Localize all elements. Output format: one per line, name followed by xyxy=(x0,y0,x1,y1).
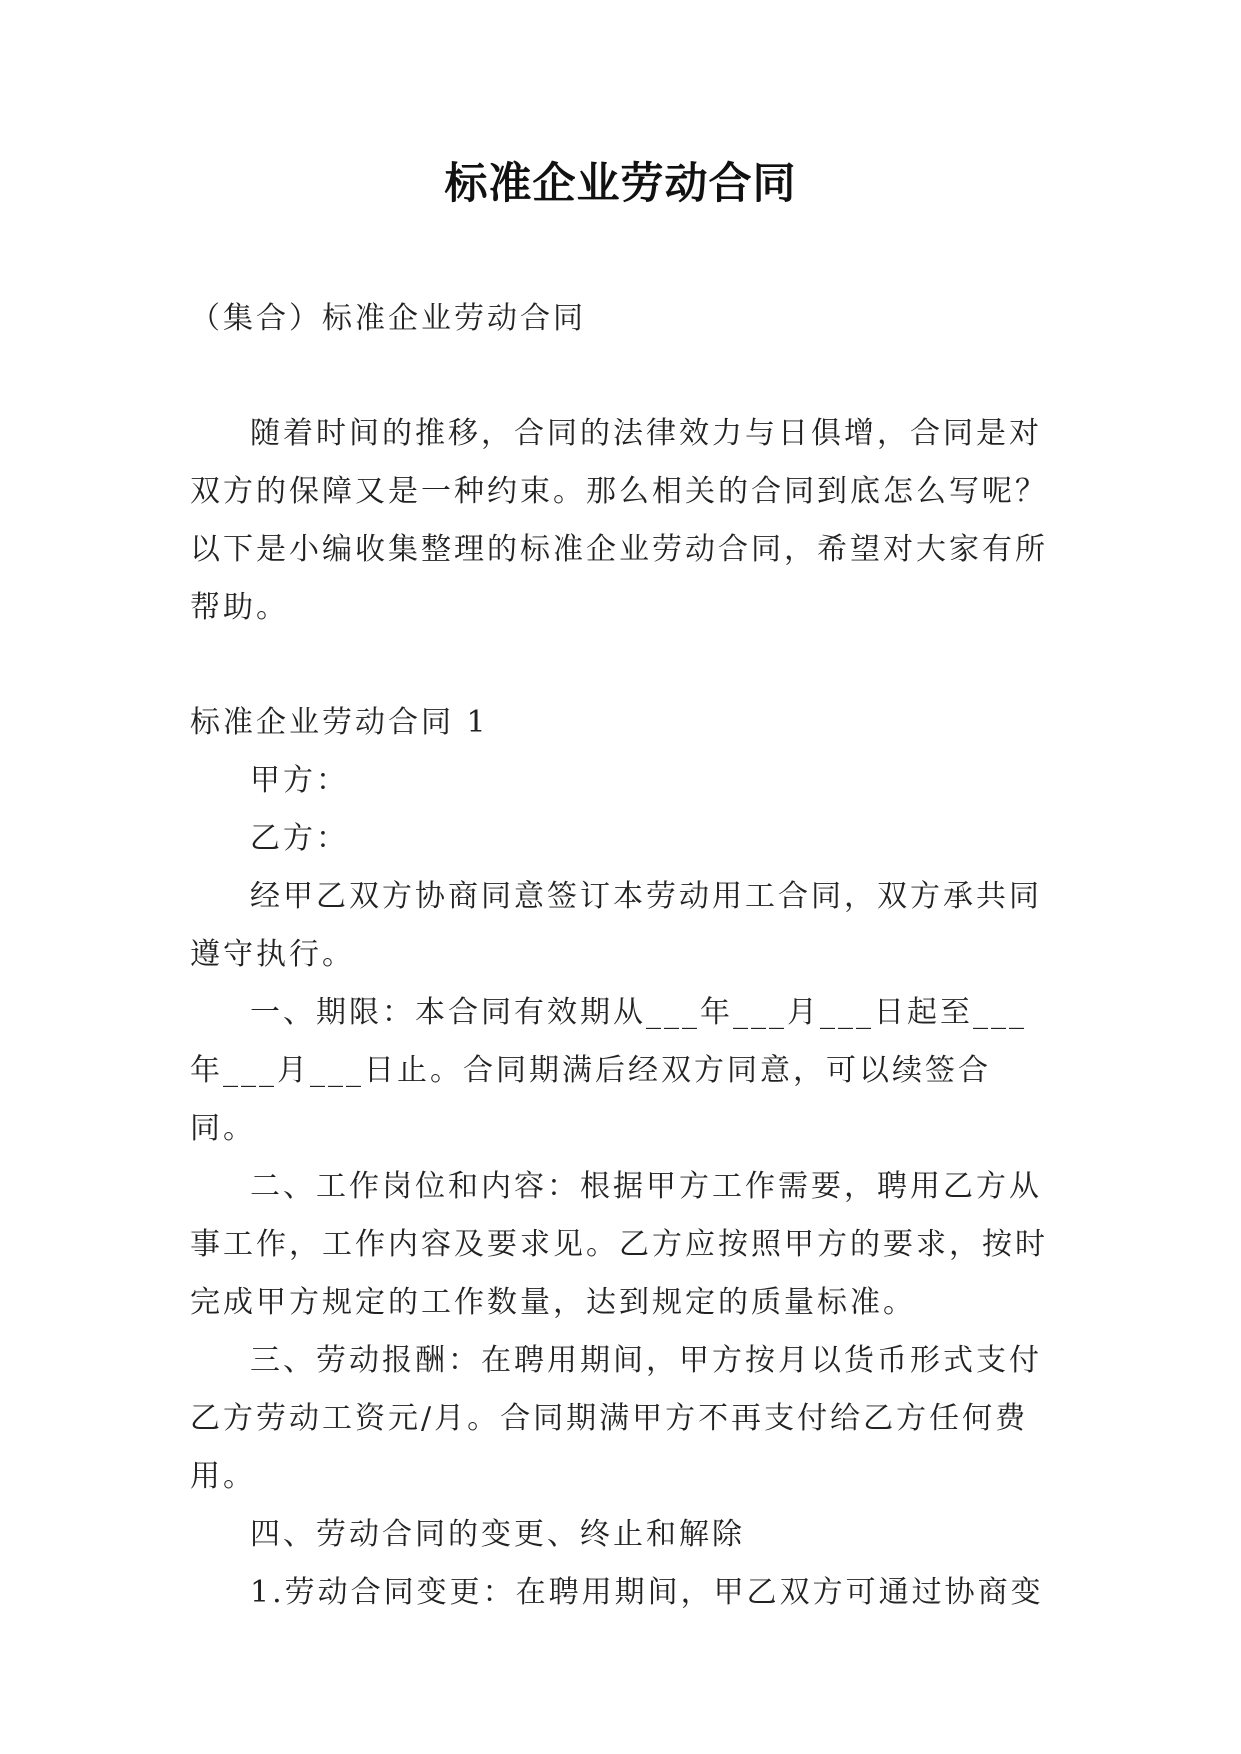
party-b-label: 乙方： xyxy=(250,821,349,856)
intro-paragraph: 随着时间的推移，合同的法律效力与日俱增，合同是对双方的保障又是一种约束。那么相关的合同到底怎么写呢？以下是小编收集整理的标准企业劳动合同，希望对大家有所帮助。 xyxy=(190,416,1048,625)
spacer xyxy=(190,637,1056,694)
preamble-paragraph: 经甲乙双方协商同意签订本劳动用工合同，双方承共同遵守执行。 xyxy=(190,879,1042,972)
spacer xyxy=(190,348,1056,405)
clause-change-heading: 四、劳动合同的变更、终止和解除 xyxy=(250,1517,745,1552)
section-heading: 标准企业劳动合同 1 xyxy=(190,705,489,740)
clause-term: 一、期限：本合同有效期从___年___月___日起至___年___月___日止。合同期满后经双方同意，可以续签合同。 xyxy=(190,995,1027,1146)
document-title: 标准企业劳动合同 xyxy=(444,159,797,209)
clause-position: 二、工作岗位和内容：根据甲方工作需要，聘用乙方从事工作，工作内容及要求见。乙方应按照甲方的要求，按时完成甲方规定的工作数量，达到规定的质量标准。 xyxy=(190,1169,1048,1320)
clause-change-item-1: 1.劳动合同变更：在聘用期间，甲乙双方可通过协商变 xyxy=(250,1575,1044,1610)
document-body xyxy=(190,290,1056,1622)
clause-remuneration: 三、劳动报酬：在聘用期间，甲方按月以货币形式支付乙方劳动工资元/月。合同期满甲方不再支付给乙方任何费用。 xyxy=(190,1343,1042,1494)
party-a-label: 甲方： xyxy=(250,763,349,798)
document-subtitle: （集合）标准企业劳动合同 xyxy=(190,301,586,336)
